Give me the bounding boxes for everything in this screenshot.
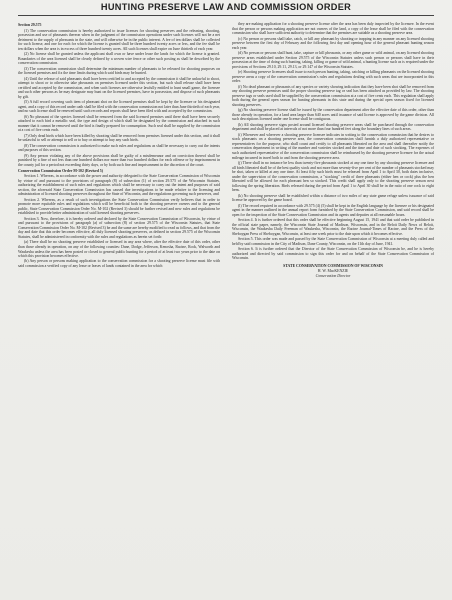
- body-paragraph: (9) Any person violating any of the above provisions shall be guilty of a misdemeanor and on conviction thereof shall be punished by a fine of not less than one hundred dollars nor more than two hundred dollars for each offense or by imprisonment in the county jail for a period not exceeding thirty days, or by both such fine and imprisonment in the discretion of the court.: [18, 153, 220, 167]
- body-paragraph: Section 3. Now, therefore, it is hereby ordered and declared by the State Conservation Commission of Wisconsin, by virtue of and pursuant to the provisions of paragraph (a) of subsection (8) of section 29.575 of the Wisconsin Statutes, that State Conservation Commission Order No. M-102 (Revised 3) be and the same are hereby modified to read as follows, and that from the day and date that this order becomes effective, all duly licensed shooting preserves, as defined in section 29.575 of the Wisconsin Statutes, shall be administered in conformity with the rules and regulations as herein set forth:: [18, 216, 220, 239]
- body-paragraph: (a) There shall be no shooting preserve established or licensed in any area where, after the effective date of this order, other than those already in operation, on any of the following counties: Dane, Dodge, Jefferson, Kenosha, Racine, Rock, Walworth and Waukesha unless the area has been posted or closed to general public hunting for a period of at least two years prior to the date on which this provision becomes effective.: [18, 240, 220, 259]
- body-paragraph: (k) No shooting preserve shall be established within a distance of two miles of any state game refuge unless issuance of said license be approved by the game board.: [232, 193, 434, 203]
- body-paragraph: (3) The conservation commission shall determine the minimum number of pheasants to be released for shooting purposes on the licensed premises and fix the time limits during which said birds may be hunted.: [18, 66, 220, 76]
- title-rule: [18, 15, 434, 16]
- body-paragraph: (8) The conservation commission is authorized to make such rules and regulations as shall be necessary to carry out the intents and purposes of this section.: [18, 143, 220, 153]
- document-title: HUNTING PRESERVE LAW AND COMMISSION ORDER: [100, 2, 352, 12]
- body-paragraph: (h) All shooting preserve signs posted around licensed shooting preserve areas shall be purchased through the conservation department and shall be placed at intervals of not more than four hundred feet along the boundary lines of such areas.: [232, 122, 434, 132]
- signature-line: STATE CONSERVATION COMMISSION OF WISCONSIN: [283, 263, 383, 268]
- body-paragraph: Section 1. Whereas, in accordance with the power and authority delegated to the State Conservation Commission of Wisconsin by virtue of and pursuant to the provisions of paragraph (8) of subsection (1) of section 29.575 of the Wisconsin Statutes, authorizing the establishment of such rules and regulations which shall be necessary to carry out the intent and purposes of said section, the aforesaid State Conservation Commission has caused due investigations to be made relative to the licensing and administration of licensed shooting preserves throughout the State of Wisconsin, and the regulations governing such preserves, and: [18, 174, 220, 197]
- body-paragraph: Section 4. It is further ordered that this order shall be effective beginning August 15, 1941 and that said order be published in the official state paper, namely, the Wisconsin State Journal of Madison, Wisconsin, and in the Beloit Daily News of Beloit, Wisconsin, the Waukesha Daily Freeman of Waukesha, Wisconsin, the Racine Journal-Times of Racine, and the Press of the Sheboygan Press of Sheboygan, Wisconsin, at least one week prior to the date upon which it becomes effective.: [232, 218, 434, 236]
- body-paragraph: they are making application for a shooting preserve license after the area has been duly inspected by the licensee. In the event that the person or persons making application are not owners of the land, a copy of the lease shall be filed with the conservation commission who shall have sufficient authority to determine that the premises are suitable as a shooting preserve area.: [232, 22, 434, 36]
- body-paragraph: (5) A full record covering such item of pheasant shot on the licensed premises shall be kept by the licensee or his designated agent, and a copy of this record under oath shall be filed with the conservation commission not later than June thirtieth of each year, and no such license shall be renewed until such records and reports shall have been filed with and accepted by the commission.: [18, 100, 220, 114]
- body-paragraph: (b) Any person or persons making application to the conservation commission for a shooting preserve license must file with said commission a verified copy of any lease or leases of lands contained in the area for which: [18, 259, 220, 269]
- body-paragraph: (e) Shooting preserve licensees shall issue to each person hunting, taking, catching or killing pheasants on the licensed shooting preserve areas a copy of the conservation commission's rules and regulations dealing with such areas that are incorporated in this order.: [232, 70, 434, 84]
- body-paragraph: (6) No pheasant of the species licensed shall be removed from the said licensed premises until there shall have been securely attached to each bird a metallic seal, the type and design of which shall be designated by the commission and attached in such manner that it cannot be removed until the bird is finally prepared for consumption. Such seal shall be supplied by the commission at a cost of five cents each.: [18, 114, 220, 133]
- body-paragraph: Section 6. It is further ordered that the Director of the State Conservation Commission of Wisconsin be, and he is hereby authorized and directed by said commission to sign this order for and on behalf of the State Conservation Commission of Wisconsin.: [232, 247, 434, 261]
- body-paragraph: (g) No shooting preserve license shall be issued by the conservation department after the effective date of this order, other than those already in operation, for a land area larger than 640 acres until issuance of said license is approved by the game division. All such descriptions licensed under one license shall be contiguous.: [232, 108, 434, 122]
- signature-line: H. W. MacKENZIE: [317, 269, 349, 274]
- right-text-column: [232, 22, 434, 278]
- body-paragraph: (c) No person or persons shall take, catch, or kill any pheasant by shooting or trapping in any manner on any licensed shooting preserve between the first day of February and the following first day and opening hour of the general pheasant hunting season each year.: [232, 36, 434, 50]
- section-heading: Section 29.575: [18, 23, 42, 27]
- body-paragraph: (i) Whenever and wherever a shooting preserve licensee indicates in writing to the conservation commission that he desires to stock pheasants on a shooting preserve area, the conservation commission shall furnish a duly authorized representative or representatives for the purpose, who shall count and certify to all pheasants liberated on the area and shall thereafter notify the conservation department in writing of the number and varieties stocked and the time and date of such stocking. The expenses of such authorized representative of the conservation commission shall be reimbursed by the shooting preserve licensee for the actual mileage incurred in travel both to and from the shooting preserve area.: [232, 132, 434, 160]
- left-text-column: [18, 22, 220, 269]
- body-paragraph: (f) No dead pheasant or pheasants of any species or variety showing indication that they have been shot shall be removed from any shooting preserve premises until the proper shooting preserve tag or seal has been attached as provided by law. The shooting preserve tags or seals used shall be supplied by the conservation commission at a cost of five cents each. This regulation shall apply both during the general open season for hunting pheasants in this state and during the special open season fixed for licensed shooting preserves.: [232, 84, 434, 107]
- body-paragraph: Section 2. Whereas, as a result of such investigations the State Conservation Commission verily believes that in order to promote more equitable rules and regulations which will be beneficial both to the shooting preserve owners and to the general public, State Conservation Commission Order No. M-102 (Revised 3) should be further revised and new rules and regulations be established to provide better administration of said licensed shooting preserves.: [18, 197, 220, 216]
- signature-line: Conservation Director: [315, 273, 351, 278]
- body-paragraph: (7) Only dead birds which have been killed by shooting shall be removed from premises licensed under this section, and it shall be unlawful to sell or attempt to sell or to buy or attempt to buy any such birds.: [18, 133, 220, 143]
- body-paragraph: (d) No person or persons shall hunt, take, capture or kill pheasants, or any other game or wild animal, on any licensed shooting preserve areas established under Section 29.575 of the Wisconsin Statutes unless such person or persons shall have in their possession at the time of doing such hunting, taking, killing or game of wild animal, a hunting license such as is required under the provisions of Sections 29.10, 29.11, 29.13, or 29.147 of the Wisconsin Statutes.: [232, 51, 434, 69]
- body-paragraph: (4) Until the release of said pheasants shall have been certified to and accepted by the commission it shall be unlawful to shoot, attempt to shoot or to otherwise take pheasants on premises licensed under this section, but such shall release shall have been certified and accepted by the commission, and when such licenses are otherwise lawfully entitled to hunt small game, the licensee and such other persons as he may designate may hunt on the licensed premises, have in possession, and dispose of such pheasants by gift.: [18, 76, 220, 99]
- body-paragraph: (j) There shall in no instance be less than twenty-five pheasants stocked at any one time by any shooting preserve licensee and all birds liberated shall be of the best quality stock and not more than seventy-five per cent of the number of pheasants stocked may be shot, taken or killed at any one time. At least fifty such birds must be released from April 1 to April 30, both dates inclusive, under the supervision of the conservation commission, a "stocking" credit of three pheasants (either hen or cock) plus the hen liberated will be allowed for each pheasant hen so stocked. This credit shall apply only to the shooting preserve season next following the spring liberation. Birds released during the period from April 1 to April 30 shall be in the ratio of one cock to eight hens.: [232, 160, 434, 193]
- body-paragraph: (1) The conservation commission is hereby authorized to issue licenses for shooting preserves and the releasing, shooting, possession and use of pheasants thereon when in the judgment of the commission operations under such licenses will not be a net detriment to the supply of pheasants in the state, and will otherwise be in the public interest. A fee of ten dollars shall be collected for such license, and one for each for which the license is granted shall be three hundred twenty acres or less, and the fee shall be ten dollars when the area is in excess of three hundred twenty acres. All such licenses shall expire on June thirtieth of each year.: [18, 28, 220, 51]
- section-heading: Conservation Commission Order M-102 (Revised 5): [18, 168, 103, 173]
- body-paragraph: (l) The record required in accordance with 29.575 (4) (5) shall be kept in the English language by the licensee or his designated agent in the manner outlined in the annual report form furnished by the State Conservation Commission, and said record shall be open for the inspection of the State Conservation Commission and its agents and deputies at all reasonable hours.: [232, 203, 434, 217]
- body-paragraph: Section 5. This order was made and passed by the State Conservation Commission of Wisconsin at a meeting duly called and held by said commission in the City of Madison, Dane County, Wisconsin, on the 11th day of June, 1941.: [232, 237, 434, 246]
- body-paragraph: (2) No license shall be granted unless the applicant shall own or have under lease the lands for which the license is granted. Boundaries of the area licensed shall be clearly defined by a woven wire fence or other such posting as shall be described by the conservation commission.: [18, 52, 220, 66]
